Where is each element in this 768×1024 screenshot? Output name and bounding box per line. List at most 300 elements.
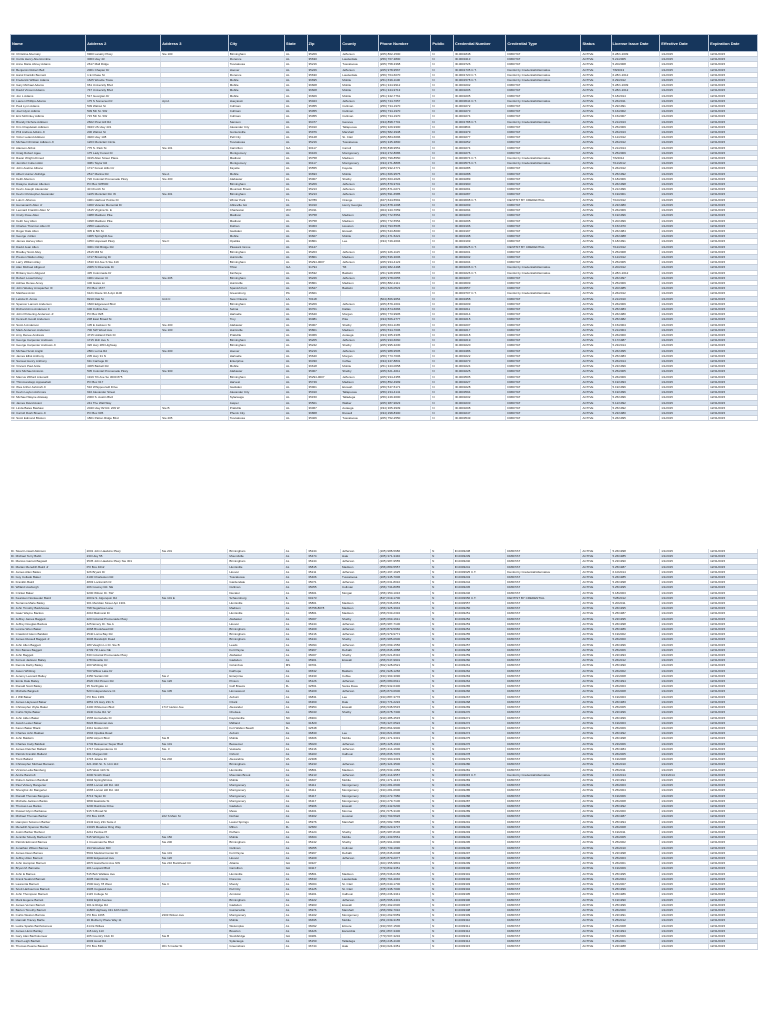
cell-county: Madison xyxy=(341,254,379,259)
cell-credential-number: ID.0003202 xyxy=(453,83,506,88)
cell-address-2: 16 Mulberry Place Way 11 xyxy=(85,918,160,923)
cell-zip: 35055 xyxy=(307,845,341,850)
cell-county: Geneva xyxy=(341,119,379,124)
cell-city: Huntsville xyxy=(228,254,284,259)
cell-license-issue-date: 5.28/1.2009 xyxy=(611,83,660,88)
cell-phone-number: (850) 864-9900 xyxy=(378,725,431,730)
cell-address-2: 105 E Jackson St xyxy=(86,322,161,327)
column-header-county: County xyxy=(341,35,379,52)
cell-effective-date: 1/1/2015 xyxy=(660,767,709,772)
cell-expiration-date: 12/31/2015 xyxy=(709,291,758,296)
cell-phone-number: (334) 793-5535 xyxy=(378,223,431,228)
cell-zip: 36102 xyxy=(307,913,341,918)
cell-zip: 35906 xyxy=(307,803,341,808)
cell-zip: 35216 xyxy=(307,140,341,145)
cell-zip: 32789 xyxy=(307,197,341,202)
cell-credential-type: DMD/TAT xyxy=(506,358,581,363)
cell-credential-number: ID.0003289 xyxy=(453,176,506,181)
cell-effective-date: 1/1/2015 xyxy=(660,892,709,897)
cell-public: N xyxy=(431,135,454,140)
cell-effective-date: 1/1/2015 xyxy=(660,897,709,902)
cell-address-3: Ste 105 xyxy=(160,689,228,694)
cell-expiration-date: 12/31/2015 xyxy=(709,663,758,668)
cell-county: Jefferson xyxy=(341,249,379,254)
cell-public: N xyxy=(431,897,454,902)
cell-name: Dr. James Harvey Allen xyxy=(11,239,86,244)
cell-public: N xyxy=(431,788,454,793)
cell-license-issue-date: 5.26/1998 xyxy=(611,580,660,585)
cell-status: ACTIVE xyxy=(581,130,611,135)
cell-public: N xyxy=(431,741,454,746)
cell-city: Pell City xyxy=(228,135,284,140)
cell-zip: 30327 xyxy=(307,861,341,866)
cell-effective-date: 1/1/2015 xyxy=(660,694,709,699)
cell-credential-type: DMD/TAT xyxy=(506,814,581,819)
cell-name: Dr. Willard Hosburgh xyxy=(10,585,85,590)
cell-city: Huntsville xyxy=(228,611,284,616)
cell-phone-number: (251) 666-9575 xyxy=(378,171,431,176)
cell-name: Dr. John E Barnes xyxy=(10,871,85,876)
cell-zip: 36830 xyxy=(307,731,341,736)
cell-address-2: 301 Meridian Street Apt 1301 xyxy=(85,601,160,606)
cell-effective-date: 1/1/2015 xyxy=(660,208,709,213)
cell-license-issue-date: 5.19/1993 xyxy=(611,379,660,384)
cell-expiration-date: 12/31/2015 xyxy=(709,93,758,98)
cell-county: Etowah xyxy=(341,658,379,663)
cell-expiration-date: 12/31/2015 xyxy=(709,861,758,866)
cell-address-3: Ste 201 xyxy=(160,549,228,554)
cell-status: ACTIVE xyxy=(581,364,611,369)
cell-status: ACTIVE xyxy=(581,819,611,824)
cell-city: Montgomery xyxy=(228,783,284,788)
cell-credential-number: ID.0001848 xyxy=(453,52,506,57)
cell-credential-type: DMD/TAT xyxy=(506,416,581,421)
cell-credential-number: ID.0003291 xyxy=(453,187,506,192)
cell-address-2: 200 E S. Algonquin Rd xyxy=(85,595,160,600)
cell-credential-type: DMD/TAT xyxy=(506,549,581,554)
cell-phone-number: (205) 985-0600 xyxy=(378,637,431,642)
cell-credential-type: DMD/TAT xyxy=(506,93,581,98)
cell-state: AL xyxy=(284,908,307,913)
cell-expiration-date: 12/31/2015 xyxy=(709,223,758,228)
cell-credential-type: DMD/TAT xyxy=(506,223,581,228)
cell-address-2: 1901 Hoover Ct xyxy=(86,275,161,280)
cell-phone-number: (205) 680-6611 xyxy=(378,679,431,684)
cell-credential-number: ID.0003390 xyxy=(453,182,506,187)
cell-effective-date: 1/1/2015 xyxy=(660,109,709,114)
cell-zip: 35901 xyxy=(307,658,341,663)
cell-credential-number: ID.0003275 xyxy=(453,736,506,741)
cell-phone-number: (334) 774-2222 xyxy=(378,699,431,704)
cell-zip: 35294-0007 xyxy=(307,374,341,379)
cell-license-issue-date: 5.25/2009 xyxy=(611,150,660,155)
cell-credential-type: DMD/TAT xyxy=(506,840,581,845)
cell-city: Birmingham xyxy=(228,549,284,554)
cell-status: ACTIVE xyxy=(581,897,611,902)
cell-public: N xyxy=(431,850,454,855)
cell-state: AL xyxy=(284,379,307,384)
cell-county: Mobile xyxy=(341,171,379,176)
cell-credential-number: ID.0003246 xyxy=(453,590,506,595)
cell-zip: 35244 xyxy=(307,621,341,626)
cell-credential-type: DMD/TAT xyxy=(506,788,581,793)
cell-credential-type: DMD/TAT xyxy=(506,934,581,939)
cell-license-issue-date: 7/28/2012 xyxy=(611,595,660,600)
cell-status: ACTIVE xyxy=(581,228,611,233)
cell-license-issue-date: 5.25/2003 xyxy=(611,855,660,860)
cell-status: ACTIVE xyxy=(581,182,611,187)
cell-address-2: 2851 US Hwy 231 S xyxy=(85,699,160,704)
cell-expiration-date: 12/31/2015 xyxy=(709,621,758,626)
cell-effective-date: 1/1/2015 xyxy=(660,861,709,866)
cell-license-issue-date: 5.19/1996 xyxy=(611,390,660,395)
cell-zip: 35209 xyxy=(307,301,341,306)
cell-credential-type: DMD/TAT xyxy=(506,590,581,595)
cell-city: Birmingham xyxy=(228,897,284,902)
cell-public: N xyxy=(431,322,454,327)
cell-status: ACTIVE xyxy=(581,411,611,416)
cell-expiration-date: 12/31/2015 xyxy=(709,161,758,166)
cell-credential-number: ID.0003479 xyxy=(453,130,506,135)
cell-credential-type: DMD/TAT xyxy=(506,218,581,223)
cell-county: Hale xyxy=(341,554,379,559)
cell-effective-date: 1/1/2015 xyxy=(660,777,709,782)
cell-effective-date: 1/1/2015 xyxy=(660,130,709,135)
cell-state: AL xyxy=(284,416,307,421)
cell-name: Dr. John Thompson Barnett xyxy=(10,892,85,897)
cell-county: St. Clair xyxy=(341,882,379,887)
cell-zip: 36608 xyxy=(307,88,341,93)
cell-zip: 35226 xyxy=(307,275,341,280)
cell-phone-number: (205) 978-9567 xyxy=(378,67,431,72)
cell-phone-number: (205) 678-7300 xyxy=(378,710,431,715)
cell-city: Huntsville xyxy=(228,601,284,606)
cell-effective-date: 1/1/2015 xyxy=(660,699,709,704)
cell-zip: 35758 xyxy=(307,218,341,223)
cell-credential-number: ID.0003270 xyxy=(453,710,506,715)
cell-county: Montgomery xyxy=(341,913,379,918)
cell-city: Tuscaloosa xyxy=(228,575,284,580)
cell-license-issue-date: 5.26/1995 xyxy=(611,416,660,421)
cell-phone-number: (912) 878-1098 xyxy=(378,202,431,207)
cell-credential-type: DMD/TAT xyxy=(506,606,581,611)
cell-expiration-date: 12/31/2015 xyxy=(709,845,758,850)
header-row xyxy=(11,35,758,52)
cell-status: ACTIVE xyxy=(581,637,611,642)
cell-state: AL xyxy=(284,892,307,897)
cell-expiration-date: 12/31/2015 xyxy=(709,67,758,72)
cell-phone-number: (251) 471-5221 xyxy=(378,234,431,239)
cell-state: AL xyxy=(284,306,307,311)
cell-phone-number: (251) 928-1266 xyxy=(378,668,431,673)
cell-county: Jefferson xyxy=(341,52,379,57)
cell-state: AL xyxy=(284,871,307,876)
cell-credential-type: DMD/TAT xyxy=(506,668,581,673)
cell-city: Alabaster xyxy=(228,369,284,374)
cell-expiration-date: 12/31/2015 xyxy=(709,405,758,410)
cell-phone-number: (251) 575-3100 xyxy=(378,809,431,814)
cell-effective-date: 1/1/2015 xyxy=(660,689,709,694)
cell-address-2: 1801 Patton Ridge Blvd xyxy=(86,416,161,421)
cell-county: Jefferson xyxy=(341,772,379,777)
cell-city: Moundville xyxy=(228,554,284,559)
cell-effective-date: 1/1/2015 xyxy=(660,364,709,369)
cell-state: AL xyxy=(284,135,307,140)
cell-city: New Orleans xyxy=(228,296,284,301)
cell-state: AL xyxy=(284,642,307,647)
cell-address-2: 1717 Independence Ct xyxy=(85,746,160,751)
cell-name: Dr. Curtis Wylie Baker xyxy=(10,710,85,715)
cell-zip: 35023 xyxy=(307,98,341,103)
cell-effective-date: 1/1/2015 xyxy=(660,202,709,207)
cell-city: Gadsden xyxy=(228,385,284,390)
cell-address-2: 2615 Mill St xyxy=(86,249,161,254)
cell-city: Mesa xyxy=(228,809,284,814)
cell-zip: 35242 xyxy=(307,840,341,845)
cell-expiration-date: 12/31/2015 xyxy=(709,379,758,384)
cell-status: ACTIVE xyxy=(581,260,611,265)
cell-credential-number: ID.0003209 xyxy=(453,301,506,306)
cell-phone-number: (205) 870-6600 xyxy=(378,689,431,694)
cell-effective-date: 1/1/2015 xyxy=(660,762,709,767)
cell-public: N xyxy=(431,762,454,767)
cell-credential-type: DMD/TAT xyxy=(506,653,581,658)
cell-credential-type: DMD/TAT xyxy=(506,908,581,913)
cell-address-2: 241 The Wall Way xyxy=(86,400,161,405)
cell-name: Dr. Richard Arno Anderson II xyxy=(11,306,86,311)
cell-phone-number: (205) 879-1601 xyxy=(378,301,431,306)
cell-state: AL xyxy=(284,156,307,161)
cell-address-2: 220 Colonial Promenade Pkwy xyxy=(85,616,160,621)
cell-phone-number: (770) 832-3351 xyxy=(378,866,431,871)
cell-license-issue-date: 7/6/2012 xyxy=(611,156,660,161)
cell-license-issue-date: 6.28/1.2012 xyxy=(611,72,660,77)
cell-effective-date: 1/1/2015 xyxy=(660,944,709,949)
cell-license-issue-date: 5.26/2004 xyxy=(611,876,660,881)
cell-state: FL xyxy=(284,197,307,202)
cell-address-3: Ste 101 E xyxy=(160,595,228,600)
cell-county: Jefferson xyxy=(341,621,379,626)
cell-zip: 36067 xyxy=(307,405,341,410)
cell-phone-number: (205) 414-9557 xyxy=(378,772,431,777)
cell-credential-number: ID.0003277 xyxy=(453,746,506,751)
cell-expiration-date: 12/31/2015 xyxy=(709,260,758,265)
cell-license-issue-date: 5.18/1991 xyxy=(611,239,660,244)
cell-credential-type: DMD/TAT xyxy=(506,835,581,840)
cell-name: Dr. Larry William Alley xyxy=(11,260,86,265)
cell-city: Prattville xyxy=(228,405,284,410)
cell-expiration-date: 12/31/2015 xyxy=(709,689,758,694)
cell-city: Alexander City xyxy=(228,390,284,395)
cell-license-issue-date: 5.26/2000 xyxy=(611,332,660,337)
cell-phone-number: (256) 734-1970 xyxy=(378,109,431,114)
cell-address-2: 414 E Wilkes xyxy=(85,923,160,928)
cell-credential-type: DMD/TAT xyxy=(506,208,581,213)
cell-county: Madison xyxy=(341,218,379,223)
cell-status: ACTIVE xyxy=(581,777,611,782)
cell-expiration-date: 12/31/2015 xyxy=(709,78,758,83)
cell-license-issue-date: 7/12/2012 xyxy=(611,244,660,249)
cell-phone-number: (205) 988-9505 xyxy=(378,348,431,353)
cell-phone-number: (205) 758-3368 xyxy=(378,62,431,67)
cell-effective-date: 1/1/2015 xyxy=(660,145,709,150)
cell-county: Morgan xyxy=(341,590,379,595)
cell-credential-number: ID.0003264 xyxy=(453,679,506,684)
cell-credential-type: DMD/TAT xyxy=(506,871,581,876)
cell-expiration-date: 12/31/2015 xyxy=(709,637,758,642)
cell-status: ACTIVE xyxy=(581,694,611,699)
cell-county: Etowah xyxy=(341,228,379,233)
cell-license-issue-date: 5.15/1970 xyxy=(611,223,660,228)
cell-public: N xyxy=(431,902,454,907)
cell-public: N xyxy=(431,260,454,265)
cell-address-2: 520 Independence Ct xyxy=(85,689,160,694)
cell-license-issue-date: 5.26/1992 xyxy=(611,731,660,736)
cell-state: AL xyxy=(284,88,307,93)
cell-city: Montgomery xyxy=(228,793,284,798)
cell-expiration-date: 12/31/2015 xyxy=(709,850,758,855)
cell-credential-number: ID.0003308 xyxy=(453,908,506,913)
cell-state: AL xyxy=(284,627,307,632)
cell-effective-date: 1/1/2015 xyxy=(660,358,709,363)
cell-expiration-date: 12/31/2015 xyxy=(709,187,758,192)
cell-effective-date: 1/1/2015 xyxy=(660,88,709,93)
cell-address-3: 301 S Cedar St xyxy=(160,944,228,949)
cell-public: N xyxy=(431,939,454,944)
cell-zip: 35209 xyxy=(307,52,341,57)
cell-county: Lee xyxy=(341,239,379,244)
cell-state: AL xyxy=(284,767,307,772)
cell-name: Dr. Alan Michael Alligood xyxy=(11,265,86,270)
cell-city: Birmingham xyxy=(228,260,284,265)
cell-address-3: Ste 210 Buckhead Ctr xyxy=(160,861,228,866)
cell-name: Dr. Guy Collado Baker xyxy=(10,575,85,580)
cell-public: N xyxy=(431,673,454,678)
cell-effective-date: 1/1/2015 xyxy=(660,78,709,83)
cell-state: AL xyxy=(284,72,307,77)
cell-public: N xyxy=(431,736,454,741)
cell-public: N xyxy=(431,710,454,715)
cell-zip: 35976 xyxy=(307,130,341,135)
cell-license-issue-date: 6.26/2012 xyxy=(611,291,660,296)
cell-status: ACTIVE xyxy=(581,871,611,876)
cell-state: AL xyxy=(284,223,307,228)
cell-public: N xyxy=(431,783,454,788)
cell-effective-date: 1/1/2015 xyxy=(660,725,709,730)
cell-address-2: 4100 Charleston Rd xyxy=(85,575,160,580)
cell-name: Dr. Linda Bates Bashaw xyxy=(11,405,86,410)
cell-zip: 35406 xyxy=(307,416,341,421)
cell-state: AL xyxy=(284,746,307,751)
cell-phone-number: (205) 591-6585 xyxy=(378,192,431,197)
cell-license-issue-date: 5.26/2012 xyxy=(611,166,660,171)
cell-credential-number: ID.0003199 xyxy=(453,239,506,244)
cell-city: Carrollton xyxy=(228,145,284,150)
cell-county: Tallapoosa xyxy=(341,124,379,129)
cell-credential-type: DMD/TAT xyxy=(506,104,581,109)
cell-expiration-date: 12/31/2015 xyxy=(709,306,758,311)
cell-name: Dr. Suzanna Marie Bailey xyxy=(10,601,85,606)
cell-status: ACTIVE xyxy=(581,234,611,239)
cell-expiration-date: 12/31/2015 xyxy=(709,777,758,782)
cell-name: Dr. Leonard Franklin Allen IV xyxy=(11,208,86,213)
cell-public: N xyxy=(431,400,454,405)
cell-zip: 36532 xyxy=(307,270,341,275)
cell-city: Greensburg xyxy=(228,291,284,296)
cell-address-2: 178 Reveille Cir xyxy=(85,658,160,663)
cell-public: N xyxy=(431,601,454,606)
cell-city: Gadsden xyxy=(228,658,284,663)
cell-license-issue-date: 5.19/2011 xyxy=(611,829,660,834)
cell-status: ACTIVE xyxy=(581,876,611,881)
column-header-city: City xyxy=(228,35,284,52)
cell-zip: 30117 xyxy=(307,866,341,871)
cell-license-issue-date: 5.19/2003 xyxy=(611,694,660,699)
cell-county: Morgan xyxy=(341,353,379,358)
cell-status: ACTIVE xyxy=(581,249,611,254)
cell-credential-type: DMD/TAT xyxy=(506,658,581,663)
cell-effective-date: 1/1/2015 xyxy=(660,736,709,741)
cell-expiration-date: 12/31/2015 xyxy=(709,275,758,280)
cell-effective-date: 1/1/2015 xyxy=(660,788,709,793)
cell-expiration-date: 12/31/2015 xyxy=(709,715,758,720)
cell-phone-number: (205) 595-4401 xyxy=(378,897,431,902)
cell-credential-type: DMD/TAT xyxy=(506,757,581,762)
cell-phone-number: (256) 234-4141 xyxy=(378,390,431,395)
cell-phone-number: (334) 272-8686 xyxy=(378,150,431,155)
cell-public: N xyxy=(431,694,454,699)
cell-state: AL xyxy=(284,855,307,860)
cell-county: Jefferson xyxy=(341,348,379,353)
cell-address-2: 2343 Hwy 231 Suite 2 xyxy=(85,819,160,824)
cell-address-2: 2709 7th Lane NE xyxy=(85,647,160,652)
cell-name: Dr. James David Avant xyxy=(11,400,86,405)
cell-name: Dr. Lauren Phillips Adams xyxy=(11,98,86,103)
cell-name: Dr. Eric McKinley Adkins xyxy=(11,114,86,119)
cell-city: Anniston xyxy=(228,892,284,897)
cell-address-2: PO Box 617 xyxy=(86,379,161,384)
cell-status: ACTIVE xyxy=(581,124,611,129)
cell-name: Dr. Keith Allenton xyxy=(11,176,86,181)
cell-effective-date: 1/1/2015 xyxy=(660,887,709,892)
cell-effective-date: 1/1/2015 xyxy=(660,348,709,353)
cell-expiration-date: 12/31/2015 xyxy=(709,627,758,632)
cell-county: Montgomery xyxy=(341,793,379,798)
cell-status: ACTIVE xyxy=(581,668,611,673)
cell-expiration-date: 12/31/2015 xyxy=(709,353,758,358)
cell-zip: 70118 xyxy=(307,296,341,301)
cell-public: N xyxy=(431,611,454,616)
cell-city: Auburn xyxy=(228,694,284,699)
cell-zip: 32548 xyxy=(307,725,341,730)
cell-address-2: 1225 Montclair Rd. W xyxy=(86,192,161,197)
cell-credential-type: DMD/TAT xyxy=(506,322,581,327)
cell-public: N xyxy=(431,824,454,829)
cell-zip: 36607 xyxy=(307,234,341,239)
cell-public: N xyxy=(431,621,454,626)
cell-public: N xyxy=(431,213,454,218)
cell-address-2: PO Box 1065 xyxy=(85,913,160,918)
cell-effective-date: 1/1/2015 xyxy=(660,312,709,317)
cell-effective-date: 1/1/2015 xyxy=(660,140,709,145)
cell-credential-number: ID.0003225 xyxy=(453,369,506,374)
cell-state: AL xyxy=(284,187,307,192)
cell-address-2: 510 Whippoorwill Drive xyxy=(86,385,161,390)
cell-state: AL xyxy=(284,918,307,923)
cell-credential-number: ID.0003288 xyxy=(453,171,506,176)
cell-expiration-date: 12/31/2015 xyxy=(709,590,758,595)
cell-address-2: 301 E Ridge Rd xyxy=(85,902,160,907)
